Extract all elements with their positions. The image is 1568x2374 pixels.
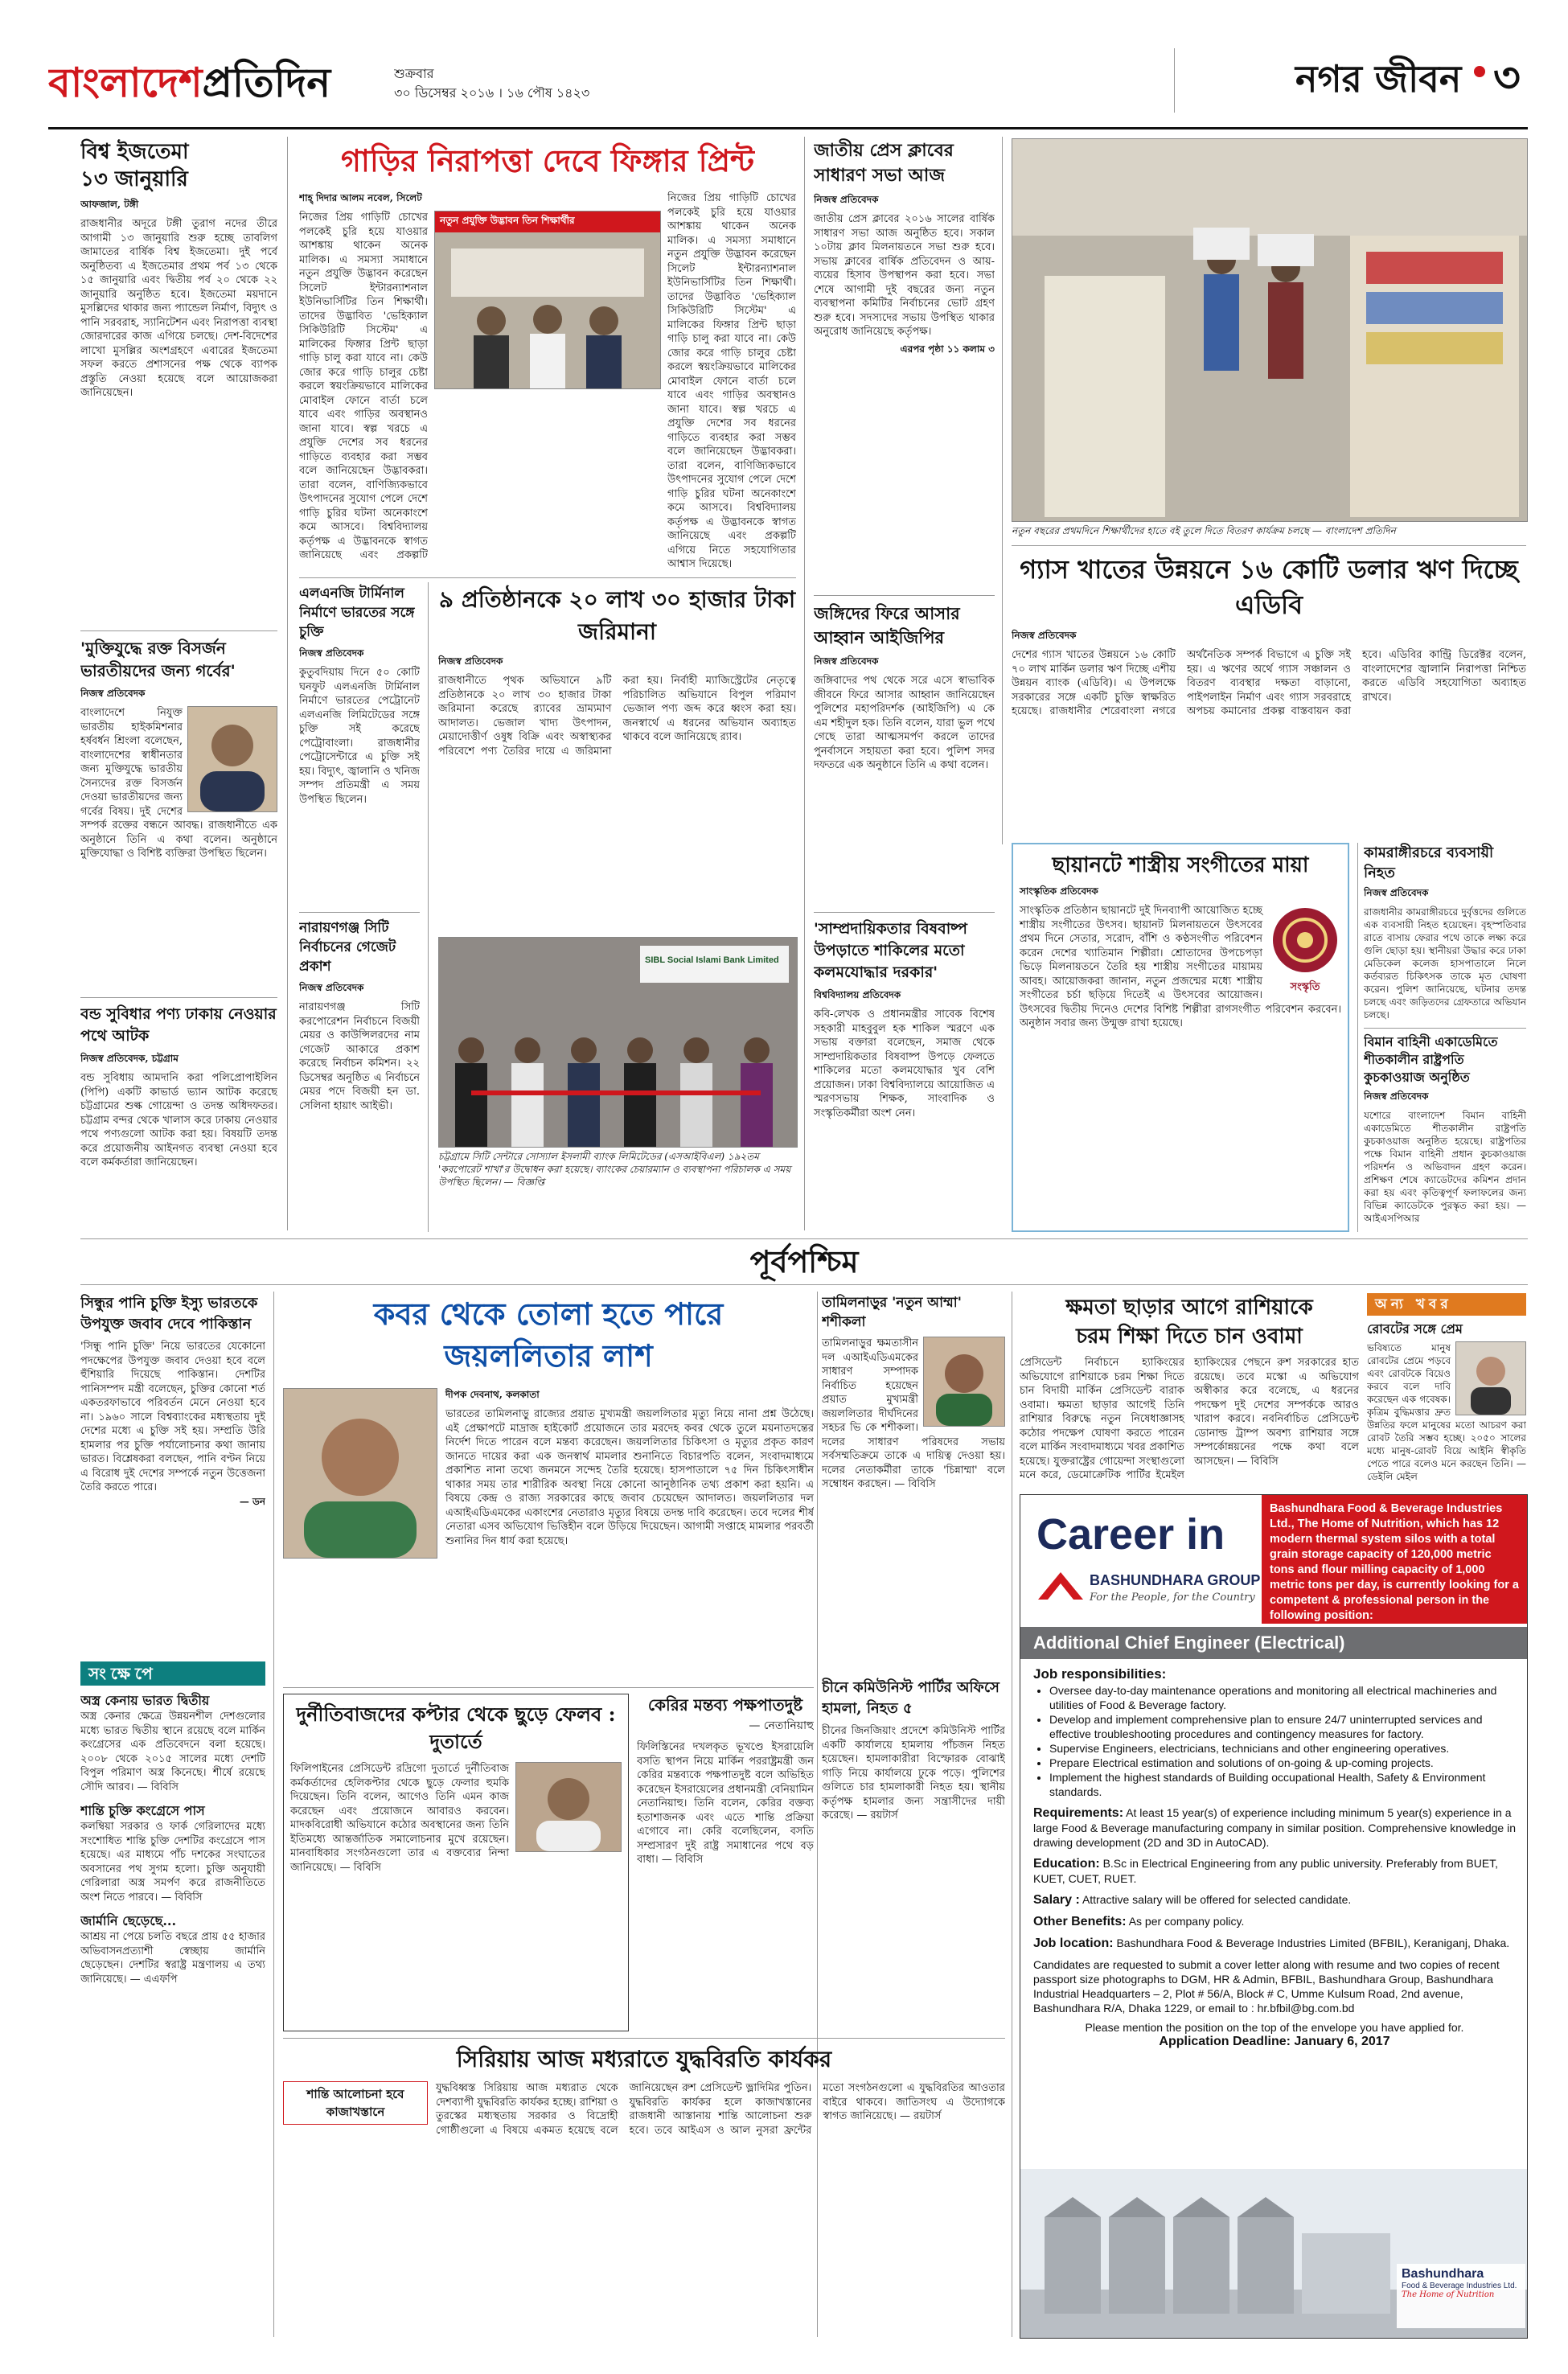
duterte-body: ফিলিপাইনের প্রেসিডেন্ট রদ্রিগো দুতার্তে দুর্নীতিবাজ কর্মকর্তাদের হেলিকপ্টার থেকে ছুড়ে ফেলার হুমকি দিয়েছেন। তিনি বলেন, আগেও তিনি এমন কাজ করেছেন এবং প্রয়োজনে আবারও করবেন। মাদকবিরোধী অভিযানে কঠোর অবস্থানের জন্য তিনি ইতিমধ্যে আন্তর্জাতিক সমালোচনার মুখে রয়েছেন। মানবাধিকার সংগঠনগুলো তার এ বক্তব্যের নিন্দা জানিয়েছে। — বিবিসি [290,1763,509,1874]
press-club-byline: নিজস্ব প্রতিবেদক [814,194,879,205]
paper-name [48,55,386,111]
classical-story [1012,843,1349,1232]
fingerprint-body-cont-text: নিজের প্রিয় গাড়িটি চোখের পলকেই চুরি হয়ে যাওয়ার আশঙ্কায় থাকেন অনেক মালিক। এ সমস্যা সমাধানে নতুন প্রযুক্তি উদ্ভাবন করেছেন সিলেট ইন্টারন্যাশনাল ইউনিভার্সিটির তিন শিক্ষার্থী। তাদের উদ্ভাবিত 'ভেহিক্যাল সিকিউরিটি সিস্টেম' এ মালিকের ফিঙ্গার প্রিন্ট ছাড়া গাড়ি চালু করা যাবে না। কেউ জোর করে গাড়ি চালুর চেষ্টা করলে স্বয়ংক্রিয়ভাবে মালিকের মোবাইল ফোনে বার্তা চলে যাবে এবং গাড়ির অবস্থানও জানা যাবে। স্বল্প খরচে এ প্রযুক্তি দেশের সব ধরনের গাড়িতে ব্যবহার করা সম্ভব বলে জানিয়েছেন উদ্ভাবকরা। তারা বলেন, বাণিজ্যিকভাবে উৎপাদনের সুযোগ পেলে দেশে গাড়ি চুরির ঘটনা অনেকাংশে কমে আসবে। বিশ্ববিদ্যালয় কর্তৃপক্ষ এ উদ্ভাবনকে স্বাগত জানিয়েছে এবং প্রকল্পটি এগিয়ে নিতে সহযোগিতার আশ্বাস দিয়েছে। [667,192,796,569]
ad-requirements-label: Requirements: [1033,1806,1124,1820]
culture-logo-text: সংস্কৃতি [1290,981,1320,993]
divider [804,137,805,1230]
communal-body: কবি-লেখক ও প্রধানমন্ত্রীর সাবেক বিশেষ সহকারী মাহবুবুল হক শাকিল স্মরণে এক সভায় বক্তারা বলেছেন, সমাজ থেকে সাম্প্রদায়িকতার বিষবাষ্প উপড়ে ফেলতে শাকিলের মতো কলমযোদ্ধার খুব বেশি প্রয়োজন। ঢাকা বিশ্ববিদ্যালয়ে আয়োজিত এ স্মরণসভায় শিক্ষক, সাংবাদিক ও সংস্কৃতিকর্মীরা অংশ নেন। [814,1008,995,1119]
ijtema-headline-2: ১৩ জানুয়ারি [80,167,188,191]
ijtema-byline: আফজাল, টঙ্গী [80,199,139,210]
jaya-photo [283,1388,437,1559]
culture-emblem-icon [1269,904,1341,976]
divider [1002,137,1003,844]
fine-byline: নিজস্ব প্রতিবেদক [438,655,503,667]
other-news-title: অন্য খবর [1375,1296,1452,1312]
lng-headline: এলএনজি টার্মিনাল নির্মাণে ভারতের সঙ্গে চুক্তি [299,585,415,640]
obama-headline-1: ক্ষমতা ছাড়ার আগে রাশিয়াকে [1065,1296,1313,1320]
ad-company-text: Bashundhara Food & Beverage Industries Ltd., The Home of Nutrition, which has 12 modern thermal system silos with a total grain storage capacity of 120,000 metric tons and flour milling capacity of 1,000 metric tons per day, is currently looking for a competent & professional person in the following position: [1262,1495,1527,1624]
indus-headline: সিন্ধুর পানি চুক্তি ইস্যু ভারতকে উপযুক্ত জবাব দেবে পাকিস্তান [80,1295,258,1333]
port-body: বন্ড সুবিধায় আমদানি করা পলিপ্রোপাইলিন (পিপি) একটি কাভার্ড ভ্যান আটক করেছে চট্টগ্রামের শুল্ক গোয়েন্দা ও তদন্ত অধিদফতর। চট্টগ্রাম বন্দর থেকে খালাস করে ঢাকায় নেওয়ার পথে পণ্যগুলো আটক করা হয়। বিষয়টি তদন্ত করে প্রয়োজনীয় আইনগত ব্যবস্থা নেওয়া হবে বলে কর্মকর্তারা জানিয়েছেন। [80,1072,277,1169]
narayanganj-story [299,918,420,1232]
jaya-headline-box [283,1293,814,1382]
jaya-body: ভারতের তামিলনাড়ু রাজ্যের প্রয়াত মুখ্যমন্ত্রী জয়ললিতার মৃত্যু নিয়ে নানা প্রশ্ন উঠেছে। এই প্রেক্ষাপটে মাদ্রাজ হাইকোর্ট প্রয়োজনে তার মরদেহ কবর থেকে তুলে ময়নাতদন্তের নির্দেশ দিতে পারেন বলে মন্তব্য করেছেন। জয়ললিতার চিকিৎসা ও মৃত্যুর প্রকৃত কারণ জানতে দায়ের করা এক জনস্বার্থ মামলার শুনানিতে বিচারপতি বলেন, সংবাদমাধ্যমে প্রকাশিত নানা তথ্যে জনমনে সন্দেহ তৈরি হয়েছে। হাসপাতালে ৭৫ দিন চিকিৎসাধীন থাকার সময় তার শারীরিক অবস্থা নিয়ে কোনো আনুষ্ঠানিক তথ্য প্রকাশ করা হয়নি। এ বিষয়ে কেন্দ্র ও রাজ্য সরকারের কাছে জবাব চেয়েছেন আদালত। জয়ললিতার দল এআইএডিএমকের একাংশের নেতারাও মৃত্যুর বিষয়ে তদন্ত দাবি করেছেন। তবে দলের শীর্ষ নেতারা এসব অভিযোগ ভিত্তিহীন বলে উড়িয়ে দিয়েছেন। আগামী সপ্তাহে মামলার পরবর্তী শুনানির দিন ধার্য করা হয়েছে। [445,1408,814,1547]
section-label [1174,48,1528,113]
port-story [80,1004,277,1229]
lng-story [299,584,420,906]
indus-credit: — ডন [239,1495,265,1507]
ad-career-block [1020,1495,1262,1624]
books-distribution-illustration [1012,139,1527,521]
jaya-headline-2: জয়ললিতার লাশ [444,1337,653,1374]
fingerprint-photo-caption: নতুন প্রযুক্তি উদ্ভাবন তিন শিক্ষার্থীর [435,212,660,232]
sasikala-story [822,1293,1005,1671]
jaya-byline: দীপক দেবনাথ, কলকাতা [445,1389,540,1400]
brief1-body: অস্ত্র কেনার ক্ষেত্রে উন্নয়নশীল দেশগুলোর মধ্যে ভারত দ্বিতীয় স্থানে রয়েছে বলে মার্কিন কংগ্রেসের এক প্রতিবেদনে বলা হয়েছে। ২০০৮ থেকে ২০১৫ সালের মধ্যে দেশটি বিপুল পরিমাণ অস্ত্র কিনেছে। শীর্ষে রয়েছে সৌদি আরব। — বিবিসি [80,1711,265,1793]
portrait-illustration [188,707,277,811]
ad-footer-logo [1397,2264,1525,2328]
robot-illustration [1456,1342,1525,1415]
ad-top [1020,1495,1527,1624]
ad-salary-text: Attractive salary will be offered for selected candidate. [1082,1893,1352,1906]
sasikala-photo [923,1337,1005,1427]
fingerprint-photo-block [434,211,661,389]
kamrangirchar-headline: কামরাঙ্গীরচরে ব্যবসায়ী নিহত [1364,844,1494,881]
brief-list [80,1692,265,2335]
china-headline: চীনে কমিউনিস্ট পার্টির অফিসে হামলা, নিহত ৫ [822,1679,999,1717]
masthead-day: শুক্রবার [394,66,434,81]
ad-responsibility-item: • Develop and implement comprehensive plan to ensure 24/7 uninterrupted services and effective troubleshooting procedures and contingency measures for factory. [1049,1712,1516,1741]
fine-headline: ৯ প্রতিষ্ঠানকে ২০ লাখ ৩০ হাজার টাকা জরিমানা [438,586,796,645]
press-club-body: জাতীয় প্রেস ক্লাবের ২০১৬ সালের বার্ষিক সাধারণ সভা আজ অনুষ্ঠিত হবে। সকাল ১০টায় ক্লাব মিলনায়তনে সভা শুরু হবে। সভায় ক্লাবের বার্ষিক প্রতিবেদন ও আয়-ব্যয়ের হিসাব উপস্থাপন করা হবে। সভা শেষে আগামী দুই বছরের জন্য নতুন ব্যবস্থাপনা কমিটির নির্বাচনের ভোট গ্রহণ শুরু হবে। সদস্যদের সভায় উপস্থিত থাকার অনুরোধ জানিয়েছে কর্তৃপক্ষ। [814,213,995,338]
fingerprint-body-cont [667,191,796,569]
ad-silo-photo [1020,2169,1527,2338]
fine-body: রাজধানীতে পৃথক অভিযানে ৯টি প্রতিষ্ঠানকে ২০ লাখ ৩০ হাজার টাকা জরিমানা করেছে র‍্যাবের ভ্রাম্যমাণ আদালত। ভেজাল খাদ্য উৎপাদন, মেয়াদোত্তীর্ণ ওষুধ বিক্রি এবং অস্বাস্থ্যকর পরিবেশে পণ্য তৈরির দায়ে এ জরিমানা করা হয়। নির্বাহী ম্যাজিস্ট্রেটের নেতৃত্বে পরিচালিত অভিযানে বিপুল পরিমাণ ভেজাল পণ্য জব্দ করে ধ্বংস করা হয়। জনস্বার্থে এ ধরনের অভিযান অব্যাহত থাকবে বলে জানিয়েছে র‍্যাব। [438,675,796,758]
china-story [822,1678,1005,2031]
obama-headline-2: চরম শিক্ষা দিতে চান ওবামা [1076,1325,1303,1349]
ad-salary-label: Salary : [1033,1893,1080,1907]
sibl-inauguration-illustration [439,938,797,1147]
brief-title: সংক্ষেপে [88,1664,158,1683]
jaya-portrait-illustration [284,1389,437,1558]
ad-envelope: Please mention the position on the top of the envelope you have applied for. [1085,2021,1464,2034]
syria-quote-box: শান্তি আলোচনা হবে কাজাখস্তানে [283,2081,428,2125]
press-club-story [814,138,995,589]
robot-body: ভবিষ্যতে মানুষ রোবটের প্রেমে পড়বে এবং রোবটকে বিয়েও করবে বলে দাবি করেছেন এক গবেষক। কৃত্রিম বুদ্ধিমত্তার দ্রুত উন্নতির ফলে মানুষের মতো আচরণ করা রোবট তৈরি সম্ভব হচ্ছে। ২০৫০ সালের মধ্যে মানুষ-রোবট বিয়ে আইনি স্বীকৃতি পেতে পারে বলেও মনে করছেন তিনি। — ডেইলি মেইল [1367,1342,1526,1482]
divider [1357,843,1358,1232]
page-number: ৩ [1493,53,1521,102]
kamrangirchar-body: রাজধানীর কামরাঙ্গীরচরে দুর্বৃত্তদের গুলিতে এক ব্যবসায়ী নিহত হয়েছেন। বৃহস্পতিবার রাতে বাসায় ফেরার পথে তাকে লক্ষ্য করে গুলি ছোড়া হয়। স্থানীয়রা উদ্ধার করে ঢাকা মেডিকেল কলেজ হাসপাতালে নিলে কর্তব্যরত চিকিৎসক তাকে মৃত ঘোষণা করেন। পুলিশ জানিয়েছে, ঘটনার তদন্ত চলছে এবং জড়িতদের গ্রেফতারে অভিযান চলছে। [1364,906,1526,1021]
militancy-headline: জঙ্গিদের ফিরে আসার আহ্বান আইজিপির [814,603,960,647]
indus-body: 'সিন্ধু পানি চুক্তি' নিয়ে ভারতের যেকোনো পদক্ষেপের উপযুক্ত জবাব দেওয়া হবে বলে হুঁশিয়ারি দিয়েছে পাকিস্তান। দেশটির পানিসম্পদ মন্ত্রী বলেছেন, চুক্তির কোনো শর্ত একতরফাভাবে পরিবর্তন মেনে নেওয়া হবে না। ১৯৬০ সালে বিশ্বব্যাংকের মধ্যস্থতায় দুই দেশের মধ্যে এ চুক্তি সই হয়। সম্প্রতি উরি হামলার পর চুক্তি পর্যালোচনার কথা জানায় ভারত। বিশ্লেষকরা বলছেন, পানি বণ্টন নিয়ে এ বিরোধ দুই দেশের সম্পর্কে নতুন উত্তেজনা তৈরি করতে পারে। [80,1341,265,1493]
paper-name-part1: বাংলাদেশ [48,59,203,106]
fingerprint-byline: শাহ্ দিদার আলম নবেল, সিলেট [299,192,422,203]
duterte-portrait-illustration [516,1763,621,1851]
books-caption: নতুন বছরের প্রথমদিনে শিক্ষার্থীদের হাতে বই তুলে দিতে বিতরণ কার্যক্রম চলছে — বাংলাদেশ প্রতিদিন [1012,525,1396,536]
divider [299,577,796,578]
ad-responsibility-item: • Implement the highest standards of Building occupational Health, Safety & Environment standards. [1049,1770,1516,1799]
adb-byline: নিজস্ব প্রতিবেদক [1012,630,1077,641]
sibl-caption: চট্টগ্রামে সিটি সেন্টারে সোস্যাল ইসলামী ব্যাংক লিমিটেডের (এসআইবিএল) ১৯২তম 'করপোরেট শাখা'র উদ্বোধন করা হয়েছে। ব্যাংকের চেয়ারম্যান ও ব্যবস্থাপনা পরিচালক এ সময় উপস্থিত ছিলেন। — বিজ্ঞপ্তি [438,1151,791,1188]
masthead-rule [48,127,1528,129]
obama-body: প্রেসিডেন্ট নির্বাচনে হ্যাকিংয়ের অভিযোগে রাশিয়াকে চরম শিক্ষা দিতে চান বিদায়ী মার্কিন প্রেসিডেন্ট বারাক ওবামা। ক্ষমতা ছাড়ার আগেই তিনি রাশিয়ার বিরুদ্ধে নতুন নিষেধাজ্ঞাসহ কঠোর পদক্ষেপ ঘোষণা করতে পারেন বলে মার্কিন সংবাদমাধ্যমে খবর প্রকাশিত হয়েছে। যুক্তরাষ্ট্রের গোয়েন্দা সংস্থাগুলো মনে করে, ডেমোক্রেটিক পার্টির ইমেইল হ্যাকিংয়ের পেছনে রুশ সরকারের হাত রয়েছে। তবে মস্কো এ অভিযোগ অস্বীকার করে বলেছে, এ ধরনের পদক্ষেপ দুই দেশের সম্পর্ককে আরও খারাপ করবে। নবনির্বাচিত প্রেসিডেন্ট ডোনাল্ড ট্রাম্প অবশ্য রাশিয়ার সঙ্গে সম্পর্কোন্নয়নের পক্ষে কথা বলে আসছেন। — বিবিসি [1020,1357,1359,1481]
section-dot [1474,66,1485,77]
militancy-byline: নিজস্ব প্রতিবেদক [814,655,879,667]
divider [283,1687,814,1688]
sasikala-headline: তামিলনাড়ুর 'নতুন আম্মা' শশীকলা [822,1295,962,1330]
sibl-banner: SIBL Social Islami Bank Limited [645,955,779,965]
other-news-header [1367,1293,1526,1316]
ad-logo-tag: The Home of Nutrition [1402,2290,1495,2299]
press-club-headline: জাতীয় প্রেস ক্লাবের সাধারণ সভা আজ [814,140,954,186]
divider [1364,1028,1526,1029]
adb-story [1012,552,1526,833]
ijtema-body: রাজধানীর অদূরে টঙ্গী তুরাগ নদের তীরে আগামী ১৩ জানুয়ারি শুরু হচ্ছে তাবলিগ জামাতের বার্ষিক বিশ্ব ইজতেমা। দুই পর্বে অনুষ্ঠিতব্য এ ইজতেমার প্রথম পর্ব ১৩ থেকে ১৫ জানুয়ারি এবং দ্বিতীয় পর্ব ২০ থেকে ২২ জানুয়ারি অনুষ্ঠিত হবে। ইজতেমা ময়দানে মুসল্লিদের থাকার জন্য প্যান্ডেল নির্মাণ, বিদ্যুৎ ও পানি সরবরাহ, স্যানিটেশন এবং নিরাপত্তা ব্যবস্থা জোরদারের কাজ এগিয়ে চলছে। দেশ-বিদেশের লাখো মুসল্লির অংশগ্রহণে এবারের ইজতেমা সফল করতে প্রশাসনের পক্ষ থেকে ব্যাপক প্রস্তুতি নেওয়া হয়েছে বলে আয়োজকরা জানিয়েছেন। [80,218,277,399]
sibl-photo [438,937,798,1148]
militancy-body: জঙ্গিবাদের পথ থেকে সরে এসে স্বাভাবিক জীবনে ফিরে আসার আহ্বান জানিয়েছেন পুলিশের মহাপরিদর্শক (আইজিপি) এ কে এম শহীদুল হক। তিনি বলেন, যারা ভুল পথে গেছে তারা আত্মসমর্পণ করলে তাদের পুনর্বাসনে সহায়তা করা হবে। পুলিশ সদর দফতরে এক অনুষ্ঠানে তিনি এ কথা বলেন। [814,675,995,771]
brief2-body: কলম্বিয়া সরকার ও ফার্ক গেরিলাদের মধ্যে সংশোধিত শান্তি চুক্তি দেশটির কংগ্রেসে পাস হয়েছে। এর মাধ্যমে পাঁচ দশকের সংঘাতের অবসানের পথ সুগম হলো। চুক্তি অনুযায়ী গেরিলারা অস্ত্র সমর্পণ করে রাজনীতিতে অংশ নিতে পারবে। — বিবিসি [80,1821,265,1904]
brief1-headline: অস্ত্র কেনায় ভারত দ্বিতীয় [80,1693,210,1708]
divider [283,2038,1005,2039]
communal-headline: 'সাম্প্রদায়িকতার বিষবাষ্প উপড়াতে শাকিলের মতো কলমযোদ্ধার দরকার' [814,920,967,981]
jaya-story [283,1388,814,1681]
duterte-story [283,1694,629,2031]
biman-headline: বিমান বাহিনী একাডেমিতে শীতকালীন রাষ্ট্রপতি কুচকাওয়াজ অনুষ্ঠিত [1364,1034,1498,1085]
section2-title: পূর্বপশ্চিম [749,1243,859,1279]
ad-education-text: B.Sc in Electrical Engineering from any public university. Preferably from BUET, KUET, CUET, RUET. [1033,1857,1499,1885]
ad-position: Additional Chief Engineer (Electrical) [1020,1627,1527,1659]
ad-tagline: For the People, for the Country [1090,1592,1255,1604]
port-headline: বন্ড সুবিধার পণ্য ঢাকায় নেওয়ার পথে আটক [80,1005,277,1045]
ad-career: Career in [1036,1510,1225,1559]
freedom-byline: নিজস্ব প্রতিবেদক [80,688,146,699]
china-body: চীনের জিনজিয়াং প্রদেশে কমিউনিস্ট পার্টির একটি কার্যালয়ে হামলায় পাঁচজন নিহত হয়েছেন। হামলাকারীরা বিস্ফোরক বোঝাই গাড়ি নিয়ে কার্যালয়ে ঢুকে পড়ে। পুলিশের গুলিতে চার হামলাকারী নিহত হয়। স্থানীয় কর্তৃপক্ষ হামলার জন্য সন্ত্রাসীদের দায়ী করেছে। — রয়টার্স [822,1725,1005,1822]
ad-responsibility-item: • Oversee day-to-day maintenance operations and monitoring all electrical machineries and utilities of Food & Beverage factory. [1049,1683,1516,1712]
freedom-headline: 'মুক্তিযুদ্ধে রক্ত বিসর্জন ভারতীয়দের জন্য গর্বের' [80,639,236,680]
narayanganj-body: নারায়ণগঞ্জ সিটি করপোরেশন নির্বাচনে বিজয়ী মেয়র ও কাউন্সিলরদের নাম গেজেট আকারে প্রকাশ করেছে নির্বাচন কমিশন। ২২ ডিসেম্বর অনুষ্ঠিত এ নির্বাচনে মেয়র পদে বিজয়ী হন ডা. সেলিনা হায়াৎ আইভী। [299,1001,420,1112]
adb-body: দেশের গ্যাস খাতের উন্নয়নে ১৬ কোটি ৭০ লাখ মার্কিন ডলার ঋণ দিচ্ছে এশীয় উন্নয়ন ব্যাংক (এডিবি)। এ উপলক্ষে সরকারের সঙ্গে একটি চুক্তি স্বাক্ষরিত হয়েছে। রাজধানীর শেরেবাংলা নগরে অর্থনৈতিক সম্পর্ক বিভাগে এ চুক্তি সই হয়। এ ঋণের অর্থে গ্যাস সঞ্চালন ও বিতরণ ব্যবস্থার দক্ষতা বাড়ানো, পাইপলাইন নির্মাণ এবং গ্যাস সরবরাহে অপচয় কমানোর প্রকল্প বাস্তবায়ন করা হবে। এডিবির কান্ট্রি ডিরেক্টর বলেন, বাংলাদেশের জ্বালানি নিরাপত্তা নিশ্চিত করতে এডিবি সহযোগিতা অব্যাহত রাখবে। [1012,649,1526,717]
ad-logo-sub: Food & Beverage Industries Ltd. [1402,2282,1517,2290]
divider [1012,545,1526,546]
section2-band [80,1238,1528,1285]
divider [814,912,995,913]
ad-responsibilities [1033,1683,1516,1799]
ijtema-headline-1: বিশ্ব ইজতেমা [80,140,189,164]
duterte-photo [515,1762,622,1852]
robot-story [1367,1320,1526,1486]
port-byline: নিজস্ব প্রতিবেদক, চট্টগ্রাম [80,1053,179,1064]
kerry-subhead: — নেতানিয়াহু [749,1719,814,1732]
fingerprint-headline: গাড়ির নিরাপত্তা দেবে ফিঙ্গার প্রিন্ট [341,142,754,179]
narayanganj-byline: নিজস্ব প্রতিবেদক [299,982,364,993]
divider [273,1292,274,2337]
ad-benefits-text: As per company policy. [1128,1915,1245,1928]
paper-name-part2: প্রতিদিন [202,59,331,106]
masthead [48,48,1528,125]
ad-salary [1033,1892,1516,1908]
biman-body: যশোরে বাংলাদেশ বিমান বাহিনী একাডেমিতে শীতকালীন রাষ্ট্রপতি কুচকাওয়াজ অনুষ্ঠিত হয়েছে। রাষ্ট্রপতির পক্ষে বিমান বাহিনী প্রধান কুচকাওয়াজ পরিদর্শন ও অভিবাদন গ্রহণ করেন। প্রশিক্ষণ শেষে ক্যাডেটদের কমিশন প্রদান করা হয় এবং কৃতিত্বপূর্ণ ফলাফলের জন্য বিভিন্ন ক্যাডেটকে পুরস্কৃত করা হয়। — আইএসপিআর [1364,1110,1526,1224]
duterte-headline: দুর্নীতিবাজদের কপ্টার থেকে ছুড়ে ফেলব : দুতার্তে [296,1702,616,1753]
classical-headline: ছায়ানটে শাস্ত্রীয় সংগীতের মায়া [1052,853,1309,877]
culture-logo [1269,904,1341,992]
ad-benefits [1033,1914,1516,1929]
robot-headline: রোবটের সঙ্গে প্রেম [1367,1321,1463,1337]
communal-story [814,918,995,1232]
ad-location-label: Job location: [1033,1937,1114,1950]
divider [299,912,420,913]
divider [80,997,277,998]
adb-headline: গ্যাস খাতের উন্নয়নে ১৬ কোটি ডলার ঋণ দিচ্ছে এডিবি [1020,554,1518,620]
brief2-headline: শান্তি চুক্তি কংগ্রেসে পাস [80,1803,205,1818]
sasikala-portrait-illustration [924,1337,1004,1426]
ad-requirements-text: At least 15 year(s) of experience including minimum 5 year(s) experience in a large Food & Beverage manufacturing company in similar position. Comprehensive knowledge in drawing development (2D and 3D in AutoCAD). [1033,1806,1516,1849]
classical-body: সাংস্কৃতিক প্রতিষ্ঠান ছায়ানটে দুই দিনব্যাপী আয়োজিত হচ্ছে শাস্ত্রীয় সংগীতের উৎসব। ছায়ানট মিলনায়তনে উৎসবের প্রথম দিনে সেতার, সরোদ, বাঁশি ও কণ্ঠসংগীত পরিবেশন করেন দেশের খ্যাতিমান শিল্পীরা। শ্রোতাদের উপচেপড়া ভিড়ে মিলনায়তনে তৈরি হয় শাস্ত্রীয় সংগীতের মায়াময় আবহ। আয়োজকরা জানান, নতুন প্রজন্মের মধ্যে শাস্ত্রীয় সংগীতের চর্চা ছড়িয়ে দিতেই এ উৎসবের আয়োজন। উৎসবের দ্বিতীয় দিনেও দেশের বিশিষ্ট শিল্পীরা রাগসংগীত পরিবেশন করবেন। অনুষ্ঠান সবার জন্য উন্মুক্ত রাখা হয়েছে। [1020,905,1341,1029]
ad-education [1033,1856,1516,1886]
militancy-story [814,602,995,907]
section-title: নগর জীবন [1295,57,1462,101]
freedom-story [80,637,277,991]
fingerprint-body: নিজের প্রিয় গাড়িটি চোখের পলকেই চুরি হয়ে যাওয়ার আশঙ্কায় থাকেন অনেক মালিক। এ সমস্যা সমাধানে নতুন প্রযুক্তি উদ্ভাবন করেছেন সিলেট ইন্টারন্যাশনাল ইউনিভার্সিটির তিন শিক্ষার্থী। তাদের উদ্ভাবিত 'ভেহিক্যাল সিকিউরিটি সিস্টেম' এ মালিকের ফিঙ্গার প্রিন্ট ছাড়া গাড়ি চালু করা যাবে না। কেউ জোর করে গাড়ি চালুর চেষ্টা করলে স্বয়ংক্রিয়ভাবে মালিকের মোবাইল ফোনে বার্তা চলে যাবে এবং গাড়ির অবস্থানও জানা যাবে। স্বল্প খরচে এ প্রযুক্তি দেশের সব ধরনের গাড়িতে ব্যবহার করা সম্ভব বলে জানিয়েছেন উদ্ভাবকরা। তারা বলেন, বাণিজ্যিকভাবে উৎপাদনের সুযোগ পেলে দেশে গাড়ি চুরির ঘটনা অনেকাংশে কমে আসবে। বিশ্ববিদ্যালয় কর্তৃপক্ষ এ উদ্ভাবনকে স্বাগত জানিয়েছে এবং প্রকল্পটি [299,212,428,561]
ad-body [1033,1667,1516,2158]
lng-byline: নিজস্ব প্রতিবেদক [299,647,364,659]
press-club-jump: এরপর পৃষ্ঠা ১১ কলাম ৩ [900,343,995,355]
ad-responsibility-item: • Supervise Engineers, electricians, technicians and other engineering operatives. [1049,1741,1516,1756]
sasikala-body: তামিলনাড়ুর ক্ষমতাসীন দল এআইএডিএমকের সাধারণ সম্পাদক নির্বাচিত হয়েছেন প্রয়াত মুখ্যমন্ত্রী জয়ললিতার দীর্ঘদিনের সহচর ভি কে শশীকলা। দলের সাধারণ পরিষদের সভায় সর্বসম্মতিক্রমে তাকে এ দায়িত্ব দেওয়া হয়। দলের নেতাকর্মীরা তাকে 'চিন্নাম্মা' বলে সম্বোধন করছেন। — বিবিসি [822,1337,1005,1490]
brief3-headline: জার্মানি ছেড়েছে... [80,1913,177,1928]
ijtema-story [80,138,277,621]
career-ad [1020,1494,1528,2339]
ad-apply: Candidates are requested to submit a cover letter along with resume and two copies of recent passport size photographs to DGM, HR & Admin, BFBIL, Bashundhara Group, Bashundhara Industrial Headquarters – 2, Plot # 56/A, Block # C, Umme Kulsum Road, 2nd avenue, Bashundhara R/A, Dhaka 1229, or email to : hr.bfbil@bg.com.bd [1033,1958,1500,2015]
brief3-body: আশ্রয় না পেয়ে চলতি বছরে প্রায় ৫৫ হাজার অভিবাসনপ্রত্যাশী স্বেচ্ছায় জার্মানি ছেড়েছেন। দেশটির স্বরাষ্ট্র মন্ত্রণালয় এ তথ্য জানিয়েছে। — এএফপি [80,1931,265,1986]
freedom-body: বাংলাদেশে নিযুক্ত ভারতীয় হাইকমিশনার হর্ষবর্ধন শ্রিংলা বলেছেন, বাংলাদেশের স্বাধীনতার জন্য মুক্তিযুদ্ধে ভারতীয় সৈন্যদের রক্ত বিসর্জন দেওয়া ভারতীয়দের জন্য গর্বের বিষয়। দুই দেশের সম্পর্ক রক্তের বন্ধনে আবদ্ধ। রাজধানীতে এক অনুষ্ঠানে তিনি এ কথা বলেন। অনুষ্ঠানে মুক্তিযোদ্ধা ও বিশিষ্ট ব্যক্তিরা উপস্থিত ছিলেন। [80,707,277,860]
ad-deadline: Application Deadline: January 6, 2017 [1159,2035,1390,2048]
classical-byline: সাংস্কৃতিক প্রতিবেদক [1020,885,1098,897]
ad-benefits-label: Other Benefits: [1033,1915,1127,1928]
ad-logo-name: Bashundhara [1402,2267,1484,2281]
kerry-body: ফিলিস্তিনের দখলকৃত ভূখণ্ডে ইসরায়েলি বসতি স্থাপন নিয়ে মার্কিন পররাষ্ট্রমন্ত্রী জন কেরির মন্তব্যকে পক্ষপাতদুষ্ট বলে অভিহিত করেছেন ইসরায়েলের প্রধানমন্ত্রী বেনিয়ামিন নেতানিয়াহু। তিনি বলেন, কেরির বক্তব্য হতাশাজনক এবং এতে শান্তি প্রক্রিয়া এগোবে না। কেরি বলেছিলেন, বসতি সম্প্রসারণ দুই রাষ্ট্র সমাধানের পথে বড় বাধা। — বিবিসি [637,1741,814,1866]
narayanganj-headline: নারায়ণগঞ্জ সিটি নির্বাচনের গেজেট প্রকাশ [299,920,396,975]
biman-byline: নিজস্ব প্রতিবেদক [1364,1090,1429,1102]
high-commissioner-photo [187,706,277,812]
books-photo [1012,138,1528,522]
syria-body: যুদ্ধবিধ্বস্ত সিরিয়ায় আজ মধ্যরাত থেকে দেশব্যাপী যুদ্ধবিরতি কার্যকর হচ্ছে। রাশিয়া ও তুরস্কের মধ্যস্থতায় সরকার ও বিদ্রোহী গোষ্ঠীগুলো এ বিষয়ে একমত হয়েছে বলে জানিয়েছেন রুশ প্রেসিডেন্ট ভ্লাদিমির পুতিন। যুদ্ধবিরতি কার্যকর হলে কাজাখস্তানের রাজধানী আস্তানায় শান্তি আলোচনা শুরু হবে। তবে আইএস ও আল নুসরা ফ্রন্টের মতো সংগঠনগুলো এ যুদ্ধবিরতির আওতার বাইরে থাকবে। জাতিসংঘ এ উদ্যোগকে স্বাগত জানিয়েছে। — রয়টার্স [436,2082,1005,2137]
kerry-headline: কেরির মন্তব্য পক্ষপাতদুষ্ট [647,1695,803,1715]
ad-location-text: Bashundhara Food & Beverage Industries Limited (BFBIL), Keraniganj, Dhaka. [1116,1937,1510,1949]
obama-story [1020,1293,1359,1486]
ad-responsibility-item: • Prepare Electrical estimation and solutions of on-going & up-coming projects. [1049,1756,1516,1770]
jaya-headline-1: কবর থেকে তোলা হতে পারে [373,1296,724,1332]
masthead-date [394,64,796,113]
ad-requirements [1033,1805,1516,1850]
divider [428,582,429,1232]
kamrangirchar-column [1364,843,1526,1232]
lng-body: কুতুবদিয়ায় দিনে ৫০ কোটি ঘনফুট এলএনজি টার্মিনাল নির্মাণে ভারতের পেট্রোনেট এলএনজি লিমিটেডের সঙ্গে চুক্তি সই করেছে পেট্রোবাংলা। রাজধানীর পেট্রোসেন্টারে এ চুক্তি সই হয়। বিদ্যুৎ, জ্বালানি ও খনিজ সম্পদ প্রতিমন্ত্রী এ সময় উপস্থিত ছিলেন। [299,667,420,806]
fine-story [438,584,796,930]
ad-education-label: Education: [1033,1857,1100,1871]
syria-headline: সিরিয়ায় আজ মধ্যরাতে যুদ্ধবিরতি কার্যকর [456,2046,832,2072]
syria-story [283,2044,1005,2337]
masthead-date-text: ৩০ ডিসেম্বর ২০১৬ । ১৬ পৌষ ১৪২৩ [394,85,590,101]
ad-group-name: BASHUNDHARA GROUP [1090,1572,1261,1588]
robot-photo [1455,1341,1526,1415]
divider [814,595,995,596]
indus-story [80,1293,265,1655]
bashundhara-group-logo-icon [1036,1569,1085,1604]
fingerprint-headline-box [299,138,796,185]
divider [287,137,288,1230]
brief-header [80,1661,265,1686]
ad-location [1033,1936,1516,1951]
ad-resp-title: Job responsibilities: [1033,1667,1167,1682]
kamrangirchar-byline: নিজস্ব প্রতিবেদক [1364,887,1429,898]
divider [80,630,277,631]
kerry-story [637,1694,814,2031]
students-photo [435,232,660,389]
communal-byline: বিশ্ববিদ্যালয় প্রতিবেদক [814,989,901,1000]
